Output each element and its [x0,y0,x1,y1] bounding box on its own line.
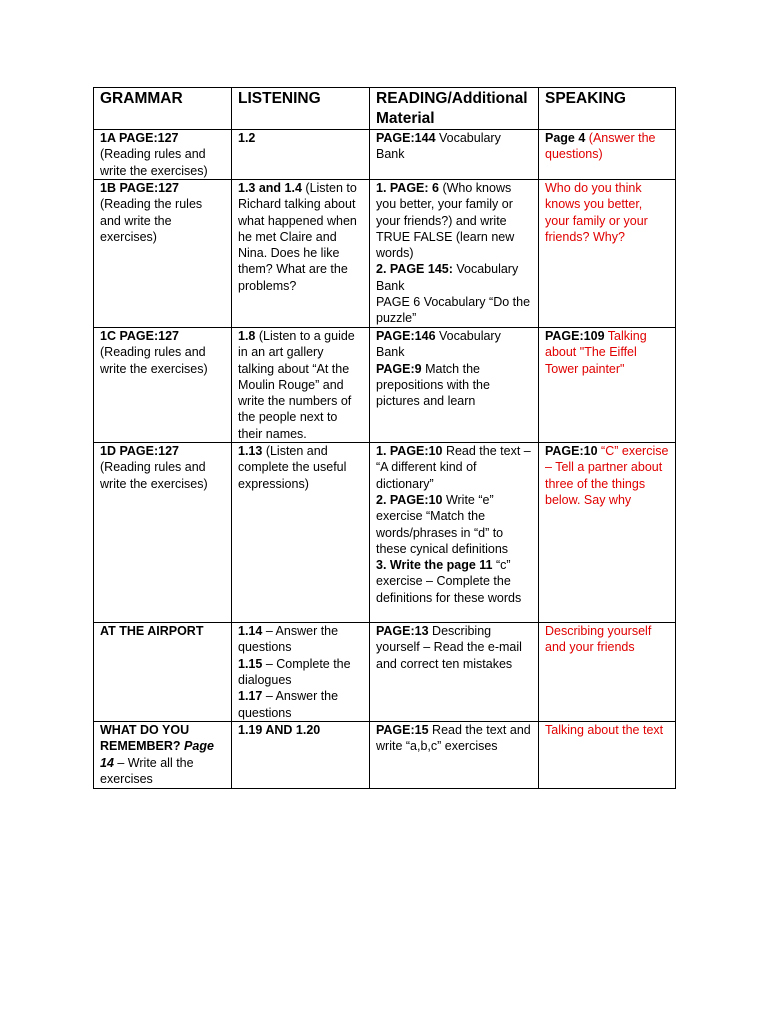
reading-item-task: (Who knows you better, your family or your friends?) and write TRUE FALSE (learn new words) [376,181,515,261]
reading-item-page: PAGE:146 [376,329,436,343]
table-row [94,722,676,789]
listening-track: 1.14 [238,624,263,639]
reading-item-task: Match the prepositions with the pictures and learn [376,361,490,409]
grammar-lesson: 1D PAGE:127 [100,444,179,459]
speaking-cell [539,130,676,180]
listening-item [238,688,363,721]
speaking-cell [539,722,676,789]
speaking-task: Talking about the text [545,723,664,738]
grammar-lesson: 1A PAGE:127 [100,131,179,145]
speaking-cell [539,180,676,328]
reading-item-page: PAGE:9 [376,361,422,376]
listening-task: – Answer the questions [238,624,339,655]
header-grammar: GRAMMAR [94,88,232,130]
reading-item [376,443,532,492]
reading-cell [370,623,539,722]
listening-item [238,656,363,689]
speaking-task: Describing yourself and your friends [545,624,652,655]
reading-item-task: Write “e” exercise “Match the words/phrases in “d” to these cynical definitions [376,492,509,556]
listening-track: 1.19 AND 1.20 [238,723,321,738]
reading-cell [370,328,539,443]
grammar-lesson: 1C PAGE:127 [100,329,179,343]
reading-item-task: Vocabulary Bank [376,262,519,293]
reading-cell [370,443,539,623]
grammar-instructions: (Reading the rules and write the exercises) [100,197,203,244]
speaking-page: Page 4 [545,131,586,145]
reading-cell [370,180,539,328]
speaking-task: “C” exercise – Tell a partner about three of the things below. Say why [545,444,669,507]
grammar-cell [94,722,232,789]
grammar-cell [94,180,232,328]
grammar-cell [94,623,232,722]
reading-item [376,261,532,294]
reading-item [376,328,532,361]
listening-cell [232,623,370,722]
grammar-lesson: 1B PAGE:127 [100,181,179,195]
table-row [94,328,676,443]
listening-task: (Listen to a guide in an art gallery talking about “At the Moulin Rouge” and write the numbers of the people next to their names. [238,329,355,441]
reading-task: Read the text and write “a,b,c” exercises [376,723,531,754]
grammar-page: Page 14 [100,739,214,770]
grammar-cell [94,130,232,180]
reading-item [376,361,532,410]
listening-item [238,623,363,656]
listening-track: 1.8 [238,329,256,343]
speaking-task: (Answer the questions) [545,131,656,162]
reading-page: PAGE:144 [376,131,436,145]
listening-task: (Listen and complete the useful expressions) [238,444,347,491]
table-row [94,130,676,180]
table-row [94,443,676,623]
reading-item [376,557,532,606]
lesson-plan-table [93,87,676,789]
reading-item [376,180,532,261]
grammar-lesson: WHAT DO YOU REMEMBER? [100,723,190,754]
reading-cell [370,130,539,180]
table-row [94,180,676,328]
grammar-lesson: AT THE AIRPORT [100,624,204,639]
listening-cell [232,130,370,180]
reading-page: PAGE:15 [376,723,429,738]
header-row [94,88,676,130]
grammar-instructions: – Write all the exercises [100,755,194,786]
reading-item-page: 1. PAGE:10 [376,444,443,459]
listening-task: – Answer the questions [238,689,339,720]
speaking-task: Who do you think knows you better, your family or your friends? Why? [545,181,648,244]
listening-track: 1.13 [238,444,263,459]
listening-task: (Listen to Richard talking about what happened when he met Claire and Nina. Does he like them? What are the problems? [238,181,357,293]
reading-item-page: 2. PAGE 145: [376,262,453,277]
reading-item-page: 3. Write the page 11 [376,558,493,573]
grammar-instructions: (Reading rules and write the exercises) [100,147,208,178]
speaking-cell [539,443,676,623]
listening-track: 1.2 [238,131,256,145]
listening-cell [232,328,370,443]
speaking-page: PAGE:10 [545,444,598,459]
listening-cell [232,443,370,623]
listening-cell [232,180,370,328]
reading-task: Vocabulary Bank [376,131,501,162]
speaking-page: PAGE:109 [545,329,605,343]
reading-item-task: Read the text – “A different kind of dictionary” [376,444,531,491]
grammar-cell [94,443,232,623]
reading-item-task: “c” exercise – Complete the definitions for these words [376,558,522,605]
speaking-cell [539,623,676,722]
grammar-instructions: (Reading rules and write the exercises) [100,460,208,491]
reading-cell [370,722,539,789]
listening-track: 1.15 [238,656,263,671]
header-speaking: SPEAKING [539,88,676,130]
listening-track: 1.17 [238,689,263,704]
grammar-instructions: (Reading rules and write the exercises) [100,345,208,376]
listening-track: 1.3 and 1.4 [238,181,302,195]
header-listening: LISTENING [232,88,370,130]
reading-item-page: 1. PAGE: 6 [376,181,439,195]
reading-item [376,492,532,557]
reading-task: Describing yourself – Read the e-mail and correct ten mistakes [376,624,522,671]
grammar-cell [94,328,232,443]
reading-item-page: 2. PAGE:10 [376,492,443,507]
reading-page: PAGE:13 [376,624,429,639]
reading-item: PAGE 6 Vocabulary “Do the puzzle” [376,295,531,326]
table-row [94,623,676,722]
speaking-cell [539,328,676,443]
speaking-task: Talking about "The Eiffel Tower painter" [545,329,647,376]
listening-cell [232,722,370,789]
header-reading: READING/Additional Material [370,88,539,130]
reading-item-task: Vocabulary Bank [376,329,501,360]
listening-task: – Complete the dialogues [238,656,351,687]
